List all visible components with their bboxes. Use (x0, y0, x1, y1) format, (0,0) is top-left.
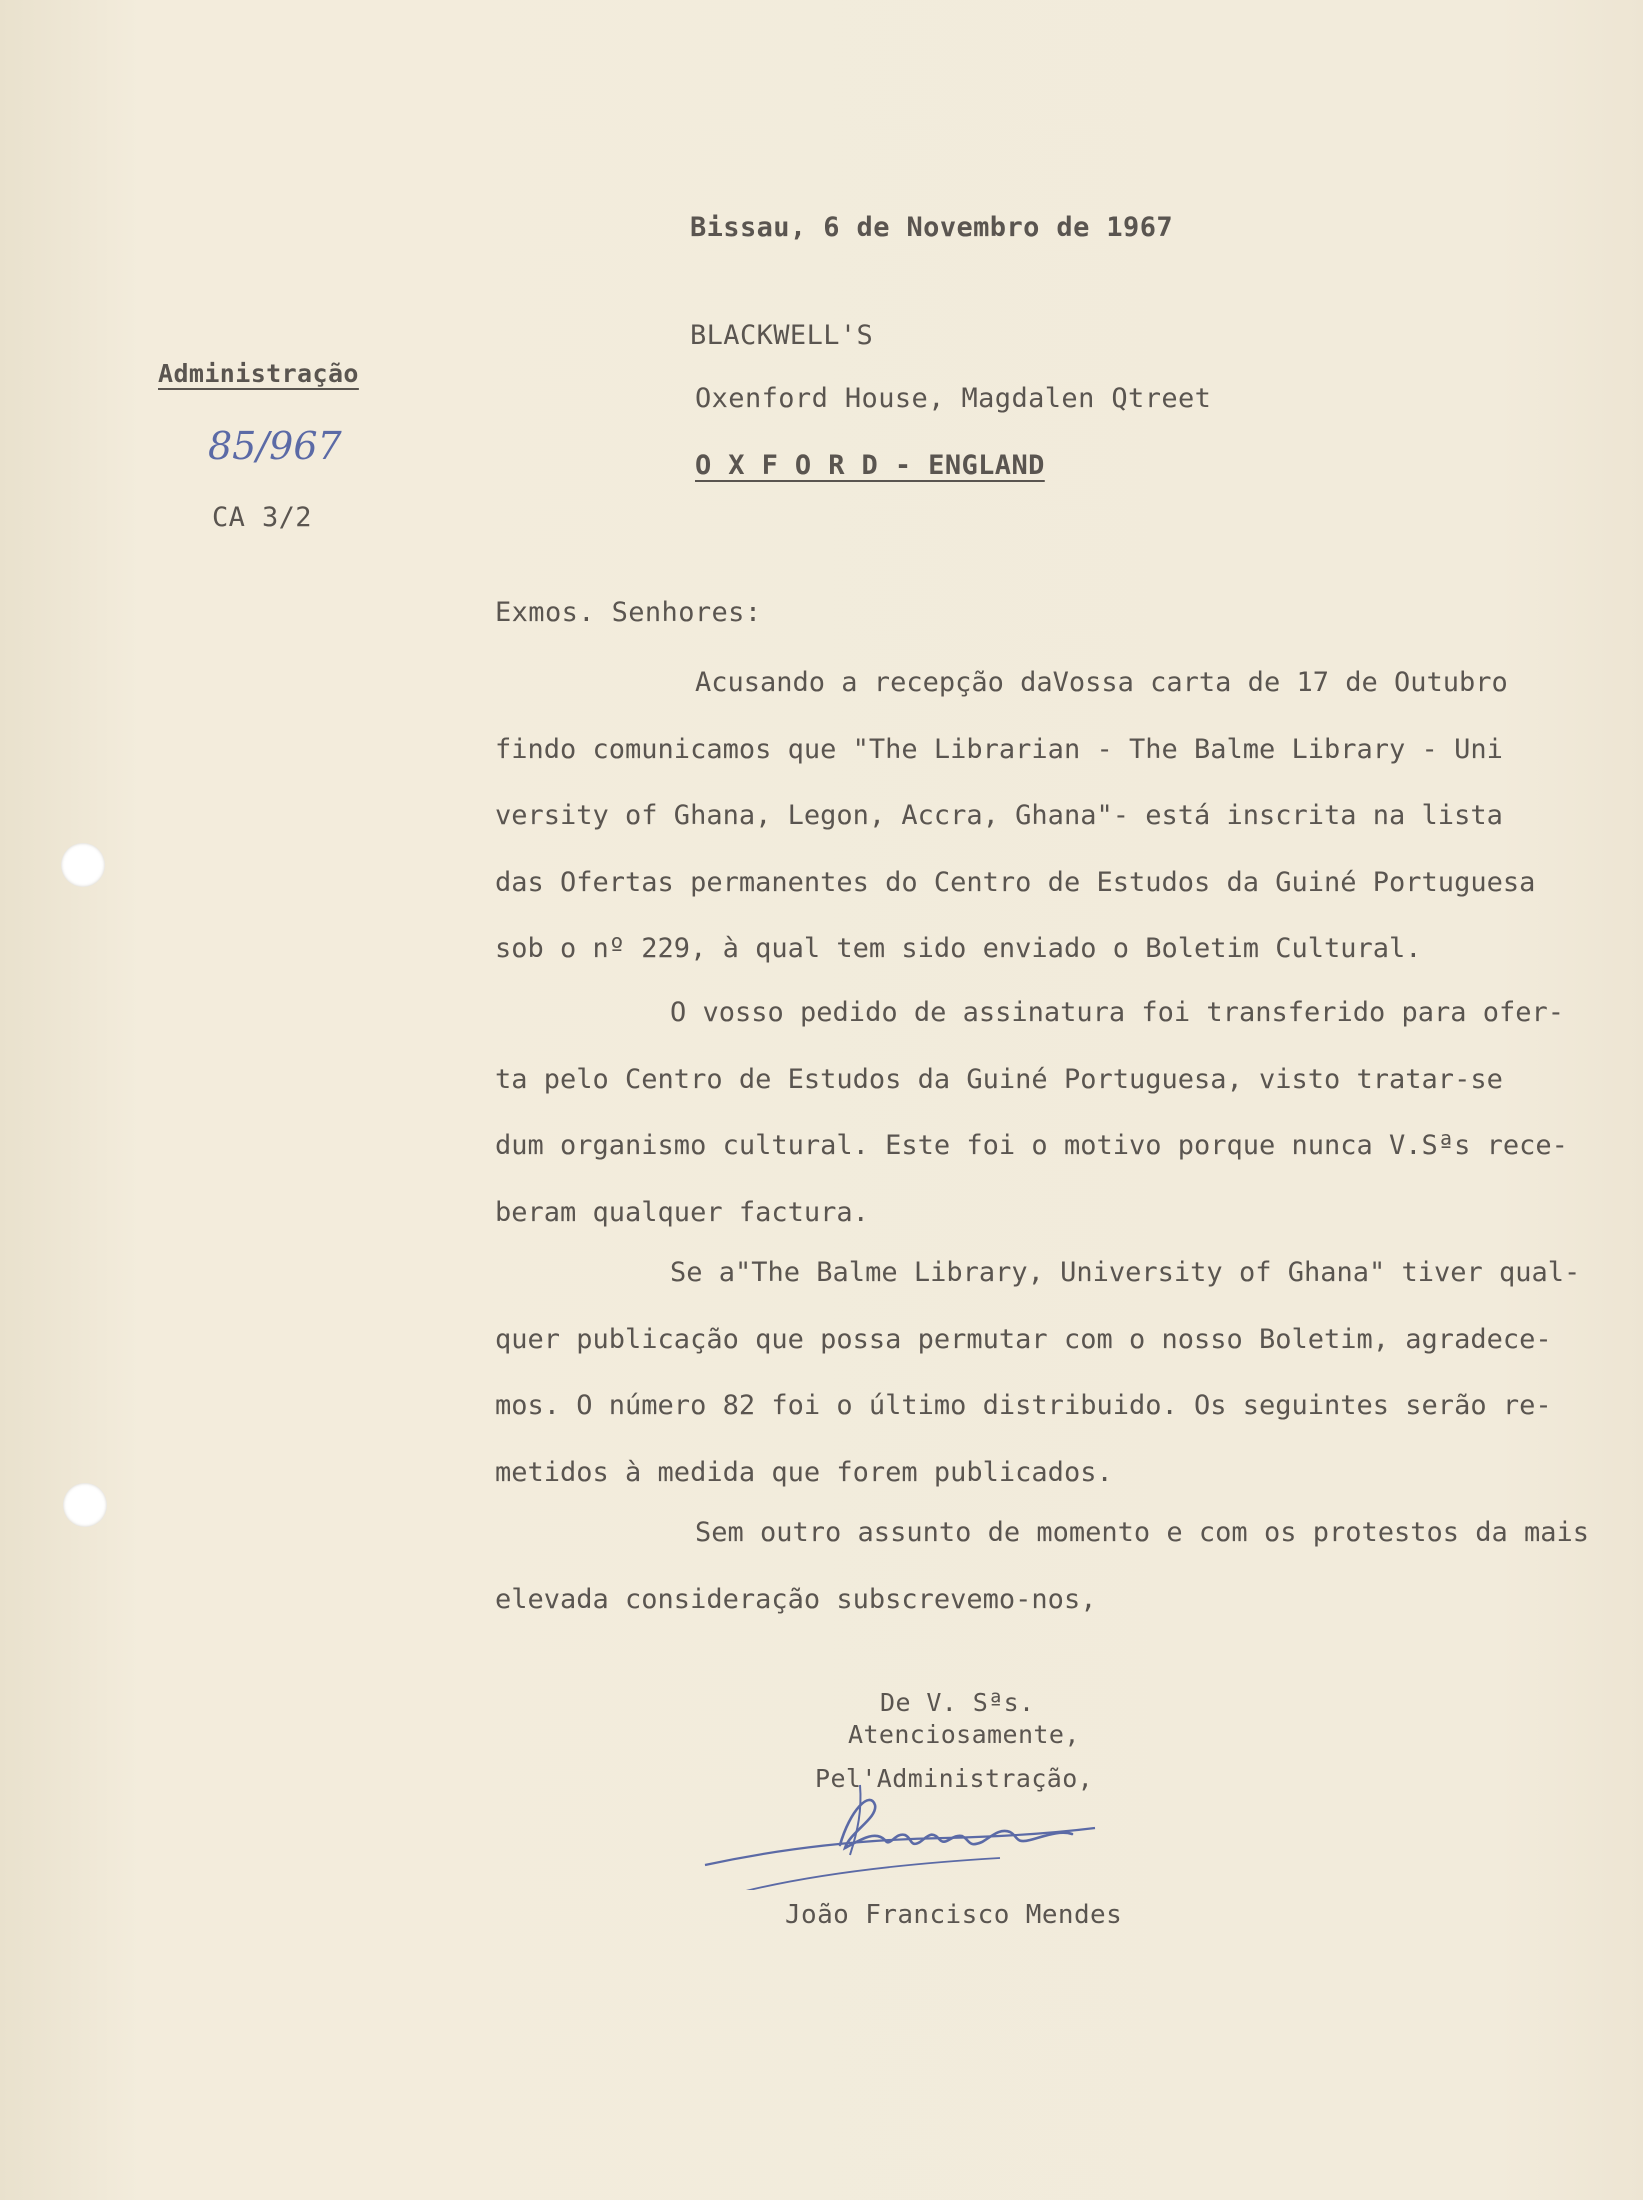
closing-line-1: De V. Sªs. (880, 1688, 1035, 1717)
paragraph-line: beram qualquer factura. (495, 1196, 869, 1228)
paragraph-line: ta pelo Centro de Estudos da Guiné Portuguesa, visto tratar-se (495, 1063, 1503, 1095)
paragraph-line: dum organismo cultural. Este foi o motivo porque nunca V.Sªs rece- (495, 1130, 1568, 1162)
paragraph-line: das Ofertas permanentes do Centro de Estudos da Guiné Portuguesa (495, 866, 1536, 898)
paragraph-line: Se a"The Balme Library, University of Ghana" tiver qual- (670, 1257, 1581, 1288)
closing-line-3: Pel'Administração, (815, 1764, 1094, 1793)
paragraph-line: findo comunicamos que "The Librarian - The Balme Library - Uni (495, 733, 1503, 765)
department-label: Administração (158, 359, 359, 388)
letter-paragraph-3 (495, 1240, 1615, 1506)
paragraph-line: versity of Ghana, Legon, Accra, Ghana"- está inscrita na lista (495, 800, 1503, 832)
recipient-address: Oxenford House, Magdalen Qtreet (695, 383, 1212, 414)
punch-hole-bottom (63, 1483, 107, 1527)
handwritten-reference: 85/967 (208, 424, 342, 468)
paragraph-line: metidos à medida que forem publicados. (495, 1456, 1113, 1488)
paragraph-line: O vosso pedido de assinatura foi transferido para ofer- (670, 997, 1565, 1028)
paragraph-line: elevada consideração subscrevemo-nos, (495, 1583, 1097, 1615)
place-date: Bissau, 6 de Novembro de 1967 (690, 212, 1174, 243)
paragraph-line: quer publicação que possa permutar com o nosso Boletim, agradece- (495, 1323, 1552, 1355)
paragraph-line: mos. O número 82 foi o último distribuido. Os seguintes serão re- (495, 1390, 1552, 1422)
punch-hole-top (61, 843, 105, 887)
salutation: Exmos. Senhores: (495, 597, 762, 628)
file-code: CA 3/2 (212, 502, 312, 533)
recipient-name: BLACKWELL'S (690, 320, 874, 351)
recipient-city: O X F O R D - ENGLAND (695, 450, 1045, 481)
paragraph-line: Acusando a recepção daVossa carta de 17 de Outubro (695, 667, 1508, 698)
letter-paragraph-1 (495, 650, 1615, 983)
handwritten-signature (700, 1770, 1120, 1890)
letter-paragraph-2 (495, 980, 1615, 1246)
letter-paragraph-4 (495, 1500, 1615, 1633)
paragraph-line: sob o nº 229, à qual tem sido enviado o Boletim Cultural. (495, 933, 1422, 965)
closing-line-2: Atenciosamente, (848, 1720, 1080, 1749)
signatory-name: João Francisco Mendes (785, 1900, 1123, 1930)
paragraph-line: Sem outro assunto de momento e com os protestos da mais (695, 1517, 1590, 1548)
